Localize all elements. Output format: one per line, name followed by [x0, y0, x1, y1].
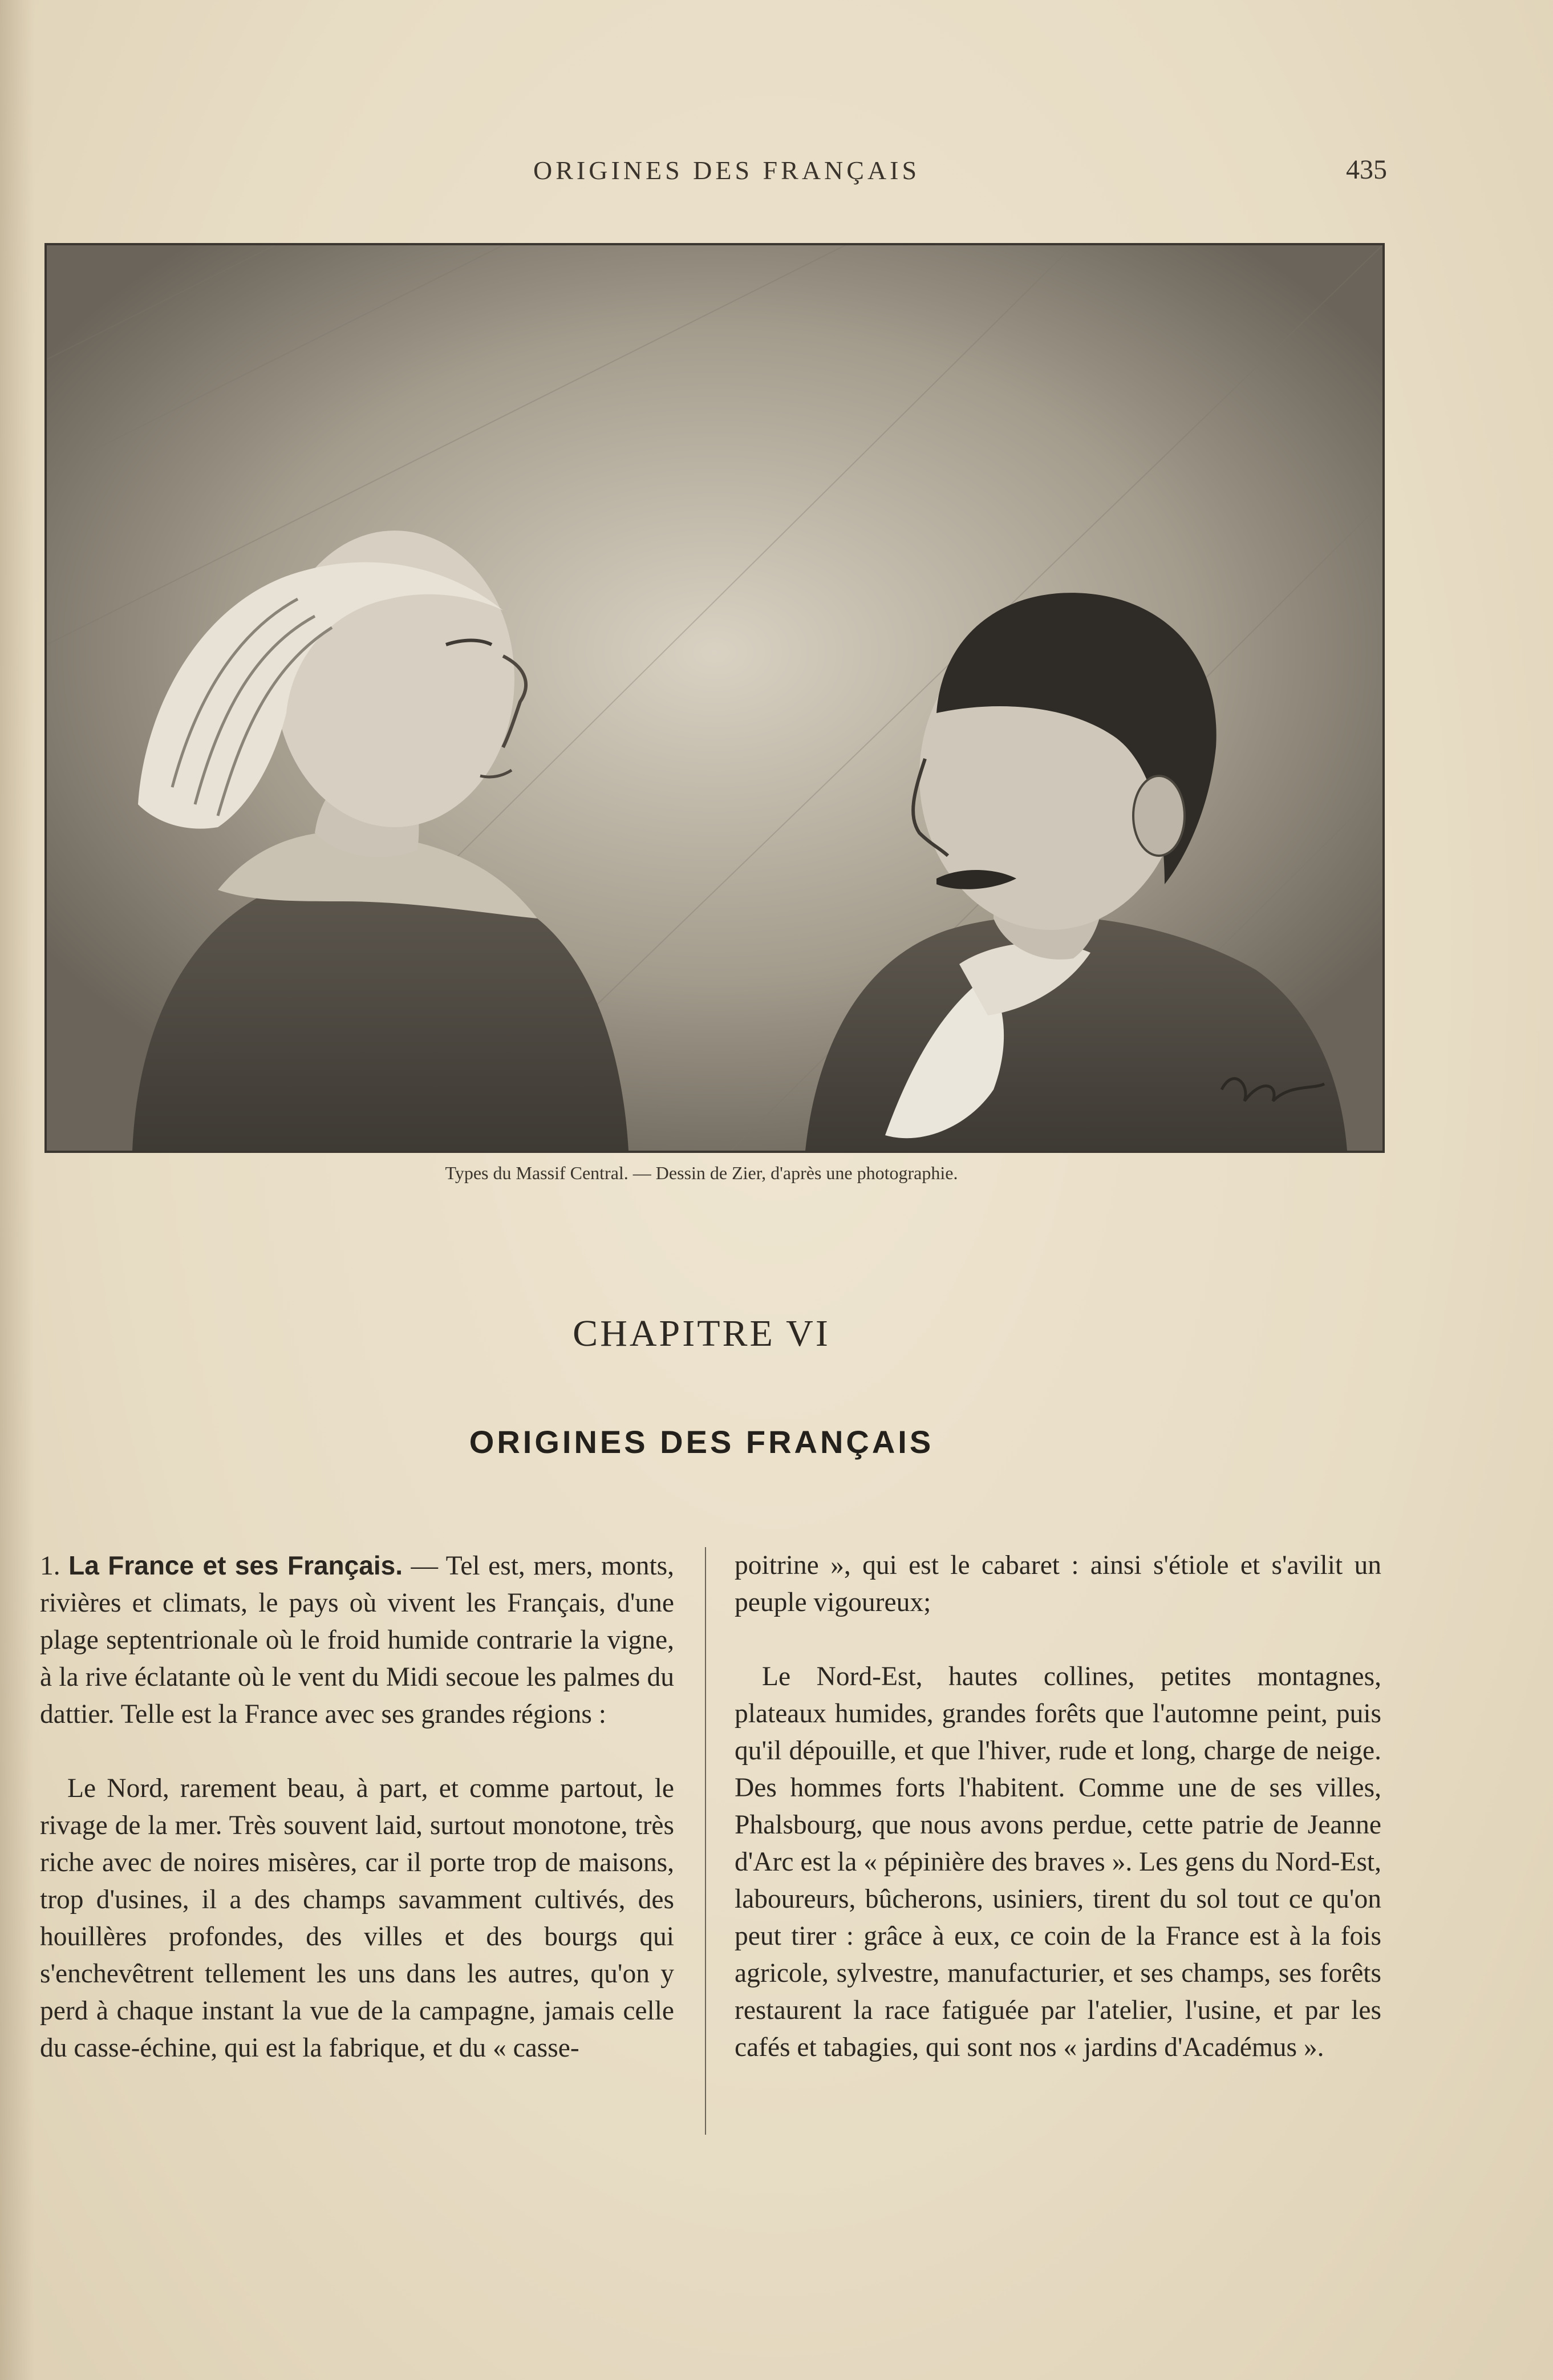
section-number: 1.: [40, 1551, 60, 1581]
portrait-drawing: [47, 245, 1382, 1151]
running-head: ORIGINES DES FRANÇAIS: [533, 156, 921, 185]
paragraph: Le Nord, rarement beau, à part, et comme partout, le rivage de la mer. Très souvent laid, surtout monotone, très riche avec de noires misères, car il porte trop de maisons, trop d'usines, il a des champs savamment cultivés, des houillères profondes, des villes et des bourgs qui s'enchevêtrent tellement les uns dans les autres, qu'on y perd à chaque instant la vue de la campagne, jamais celle du casse-échine, qui est la fabrique, et du « casse-: [40, 1774, 674, 2063]
page-number: 435: [1346, 155, 1387, 185]
portrait-illustration: [44, 243, 1385, 1153]
figure-caption: Types du Massif Central. — Dessin de Zier, d'après une photographie.: [445, 1163, 958, 1183]
section-heading: La France et ses Français.: [68, 1551, 403, 1580]
paragraph: poitrine », qui est le cabaret : ainsi s'étiole et s'avilit un peuple vigoureux;: [735, 1551, 1381, 1617]
text-column-left: [40, 1547, 674, 2067]
page-gutter-shadow: [0, 0, 34, 2380]
paragraph-text: — Tel est, mers, monts, rivières et climats, le pays où vivent les Français, d'une plage septentrionale où le froid humide contrarie la vigne, à la rive éclatante où le vent du Midi secoue les palmes du dattier. Telle est la France avec ses grandes régions :: [40, 1551, 675, 1729]
text-column-right: [735, 1547, 1381, 2066]
chapter-title: ORIGINES DES FRANÇAIS: [469, 1424, 934, 1460]
paragraph: Le Nord-Est, hautes collines, petites montagnes, plateaux humides, grandes forêts que l'automne peint, puis qu'il dépouille, et que l'hiver, rude et long, charge de neige. Des hommes forts l'habitent. Comme une de ses villes, Phalsbourg, que nous avons perdue, cette patrie de Jeanne d'Arc est la « pépinière des braves ». Les gens du Nord-Est, laboureurs, bûcherons, usiniers, tirent du sol tout ce qu'on peut tirer : grâce à eux, ce coin de la France est à la fois agricole, sylvestre, manufacturier, et ses champs, ses forêts restaurent la race fatiguée par l'atelier, l'usine, et par les cafés et tabagies, qui sont nos « jardins d'Académus ».: [735, 1662, 1381, 2062]
column-divider: [705, 1547, 706, 2135]
chapter-number: CHAPITRE VI: [573, 1313, 830, 1354]
paragraph: [40, 1547, 674, 1733]
